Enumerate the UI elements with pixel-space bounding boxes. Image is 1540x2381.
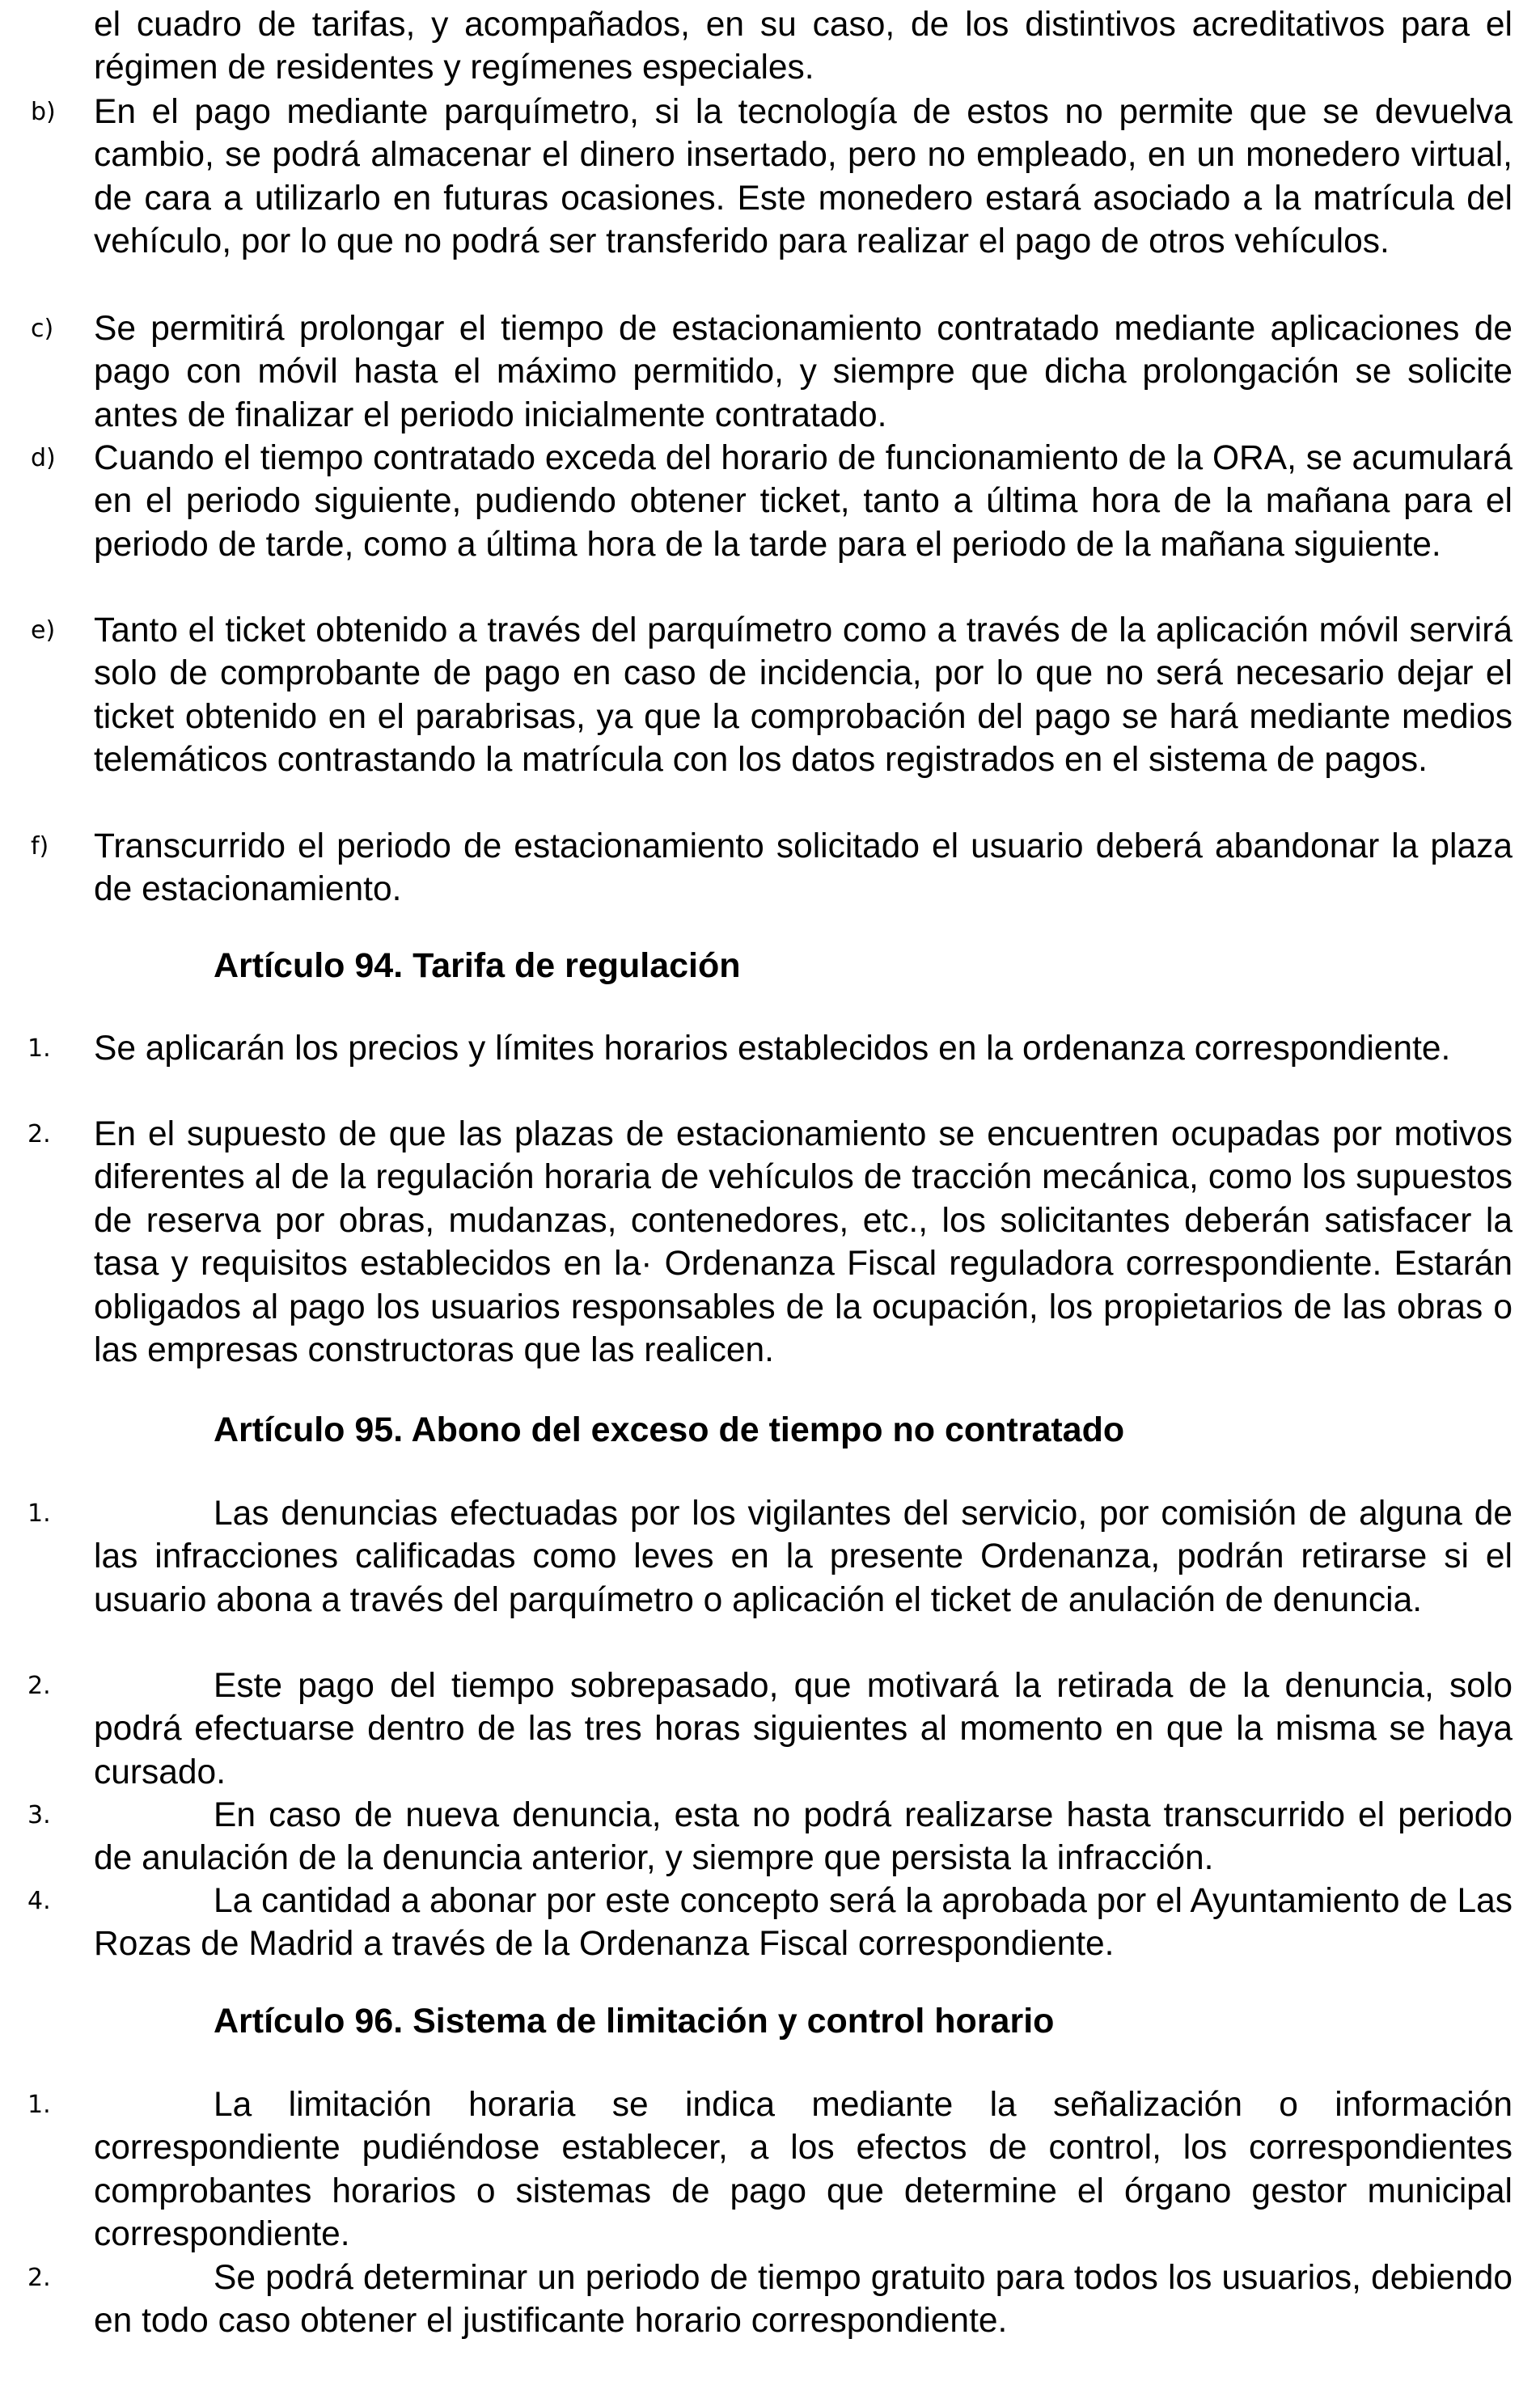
article-94-heading: Artículo 94. Tarifa de regulación [214, 946, 741, 985]
intro-continuation: el cuadro de tarifas, y acompañados, en su caso, de los distintivos acreditativos para el régimen de residentes y regímenes especiales. [94, 6, 1512, 87]
list-item: Se podrá determinar un periodo de tiempo gratuito para todos los usuarios, debiendo en todo caso obtener el justificante horario correspondiente. [94, 2259, 1512, 2341]
list-item: La cantidad a abonar por este concepto será la aprobada por el Ayuntamiento de Las Rozas de Madrid a través de la Ordenanza Fiscal correspondiente. [94, 1882, 1512, 1964]
list-item: Transcurrido el periodo de estacionamiento solicitado el usuario deberá abandonar la plaza de estacionamiento. [94, 827, 1512, 909]
list-marker: 2. [28, 2264, 51, 2292]
list-item: Tanto el ticket obtenido a través del parquímetro como a través de la aplicación móvil servirá solo de comprobante de pago en caso de incidencia, por lo que no será necesario dejar el ticket obtenido en el parabrisas, ya que la comprobación del pago se hará mediante medios telemáticos contrastando la matrícula con los datos registrados en el sistema de pagos. [94, 611, 1512, 780]
list-item: En caso de nueva denuncia, esta no podrá realizarse hasta transcurrido el periodo de anulación de la denuncia anterior, y siempre que persista la infracción. [94, 1796, 1512, 1878]
list-item: Las denuncias efectuadas por los vigilantes del servicio, por comisión de alguna de las infracciones calificadas como leves en la presente Ordenanza, podrán retirarse si el usuario abona a través del parquímetro o aplicación el ticket de anulación de denuncia. [94, 1495, 1512, 1619]
list-marker: d) [31, 444, 56, 472]
list-item: Este pago del tiempo sobrepasado, que motivará la retirada de la denuncia, solo podrá efectuarse dentro de las tres horas siguientes al momento en que la misma se haya cursado. [94, 1667, 1512, 1791]
list-marker: 2. [28, 1672, 51, 1700]
list-marker: b) [31, 98, 56, 126]
list-marker: c) [31, 315, 54, 343]
list-item: Cuando el tiempo contratado exceda del horario de funcionamiento de la ORA, se acumulará en el periodo siguiente, pudiendo obtener ticket, tanto a última hora de la mañana para el periodo de tarde, como a última hora de la tarde para el periodo de la mañana siguiente. [94, 439, 1512, 564]
article-95-heading: Artículo 95. Abono del exceso de tiempo no contratado [214, 1410, 1125, 1449]
list-marker: 1. [28, 2091, 51, 2119]
list-item: Se permitirá prolongar el tiempo de estacionamiento contratado mediante aplicaciones de pago con móvil hasta el máximo permitido, y siempre que dicha prolongación se solicite antes de finalizar el periodo inicialmente contratado. [94, 310, 1512, 434]
list-marker: f) [31, 832, 49, 861]
list-marker: 1. [28, 1499, 51, 1528]
list-marker: 3. [28, 1801, 51, 1829]
list-marker: e) [31, 616, 56, 645]
list-marker: 4. [28, 1887, 51, 1915]
list-item: En el supuesto de que las plazas de estacionamiento se encuentren ocupadas por motivos diferentes al de la regulación horaria de vehículos de tracción mecánica, como los supuestos de reserva por obras, mudanzas, contenedores, etc., los solicitantes deberán satisfacer la tasa y requisitos establecidos en la· Ordenanza Fiscal reguladora correspondiente. Estarán obligados al pago los usuarios responsables de la ocupación, los propietarios de las obras o las empresas constructoras que las realicen. [94, 1115, 1512, 1370]
list-marker: 1. [28, 1034, 51, 1063]
list-marker: 2. [28, 1120, 51, 1148]
article-96-heading: Artículo 96. Sistema de limitación y control horario [214, 2002, 1055, 2041]
list-item: En el pago mediante parquímetro, si la tecnología de estos no permite que se devuelva cambio, se podrá almacenar el dinero insertado, pero no empleado, en un monedero virtual, de cara a utilizarlo en futuras ocasiones. Este monedero estará asociado a la matrícula del vehículo, por lo que no podrá ser transferido para realizar el pago de otros vehículos. [94, 93, 1512, 261]
list-item: La limitación horaria se indica mediante la señalización o información correspondiente pudiéndose establecer, a los efectos de control, los correspondientes comprobantes horarios o sistemas de pago que determine el órgano gestor municipal correspondiente. [94, 2086, 1512, 2254]
list-item: Se aplicarán los precios y límites horarios establecidos en la ordenanza correspondiente. [94, 1030, 1451, 1068]
